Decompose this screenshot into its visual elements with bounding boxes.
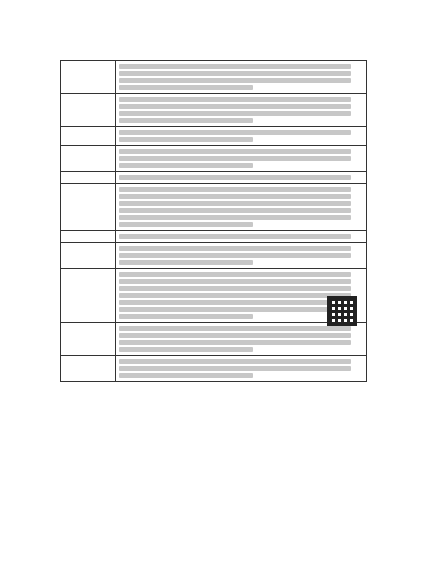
row-label bbox=[61, 184, 116, 231]
text-line-placeholder bbox=[119, 307, 351, 312]
row-content bbox=[116, 323, 367, 356]
table-row bbox=[61, 323, 367, 356]
table-row bbox=[61, 356, 367, 382]
text-line-placeholder bbox=[119, 366, 351, 371]
text-line-placeholder bbox=[119, 208, 351, 213]
table-row bbox=[61, 61, 367, 94]
text-line-placeholder bbox=[119, 314, 253, 319]
text-line-placeholder bbox=[119, 163, 253, 168]
table-row bbox=[61, 184, 367, 231]
row-label bbox=[61, 356, 116, 382]
text-line-placeholder bbox=[119, 359, 351, 364]
text-line-placeholder bbox=[119, 64, 351, 69]
text-line-placeholder bbox=[119, 97, 351, 102]
text-line-placeholder bbox=[119, 234, 351, 239]
row-content bbox=[116, 231, 367, 243]
table-row bbox=[61, 269, 367, 323]
text-line-placeholder bbox=[119, 78, 351, 83]
text-line-placeholder bbox=[119, 347, 253, 352]
row-content bbox=[116, 94, 367, 127]
text-line-placeholder bbox=[119, 253, 351, 258]
text-line-placeholder bbox=[119, 194, 351, 199]
text-line-placeholder bbox=[119, 104, 351, 109]
qr-code-image bbox=[327, 296, 357, 326]
text-line-placeholder bbox=[119, 222, 253, 227]
text-line-placeholder bbox=[119, 215, 351, 220]
text-line-placeholder bbox=[119, 156, 351, 161]
text-line-placeholder bbox=[119, 71, 351, 76]
row-label bbox=[61, 243, 116, 269]
text-line-placeholder bbox=[119, 373, 253, 378]
row-label bbox=[61, 127, 116, 146]
row-label bbox=[61, 61, 116, 94]
table-row bbox=[61, 231, 367, 243]
text-line-placeholder bbox=[119, 118, 253, 123]
row-content bbox=[116, 243, 367, 269]
text-line-placeholder bbox=[119, 340, 351, 345]
row-label bbox=[61, 94, 116, 127]
text-line-placeholder bbox=[119, 246, 351, 251]
text-line-placeholder bbox=[119, 175, 351, 180]
text-line-placeholder bbox=[119, 300, 351, 305]
row-label bbox=[61, 269, 116, 323]
row-label bbox=[61, 172, 116, 184]
recruitment-outline-table bbox=[60, 60, 367, 382]
table-row bbox=[61, 146, 367, 172]
table-row bbox=[61, 127, 367, 146]
text-line-placeholder bbox=[119, 293, 351, 298]
row-content bbox=[116, 356, 367, 382]
text-line-placeholder bbox=[119, 85, 253, 90]
text-line-placeholder bbox=[119, 286, 351, 291]
table-row bbox=[61, 94, 367, 127]
text-line-placeholder bbox=[119, 187, 351, 192]
text-line-placeholder bbox=[119, 130, 351, 135]
row-label bbox=[61, 323, 116, 356]
document-title bbox=[60, 46, 367, 58]
row-content bbox=[116, 61, 367, 94]
text-line-placeholder bbox=[119, 272, 351, 277]
row-label bbox=[61, 146, 116, 172]
row-content bbox=[116, 184, 367, 231]
text-line-placeholder bbox=[119, 137, 253, 142]
row-label bbox=[61, 231, 116, 243]
text-line-placeholder bbox=[119, 326, 351, 331]
row-content bbox=[116, 127, 367, 146]
text-line-placeholder bbox=[119, 149, 351, 154]
table-row bbox=[61, 243, 367, 269]
text-line-placeholder bbox=[119, 333, 351, 338]
text-line-placeholder bbox=[119, 111, 351, 116]
text-line-placeholder bbox=[119, 201, 351, 206]
row-content bbox=[116, 172, 367, 184]
table-body bbox=[61, 61, 367, 382]
table-row bbox=[61, 172, 367, 184]
row-content bbox=[116, 146, 367, 172]
text-line-placeholder bbox=[119, 279, 351, 284]
text-line-placeholder bbox=[119, 260, 253, 265]
